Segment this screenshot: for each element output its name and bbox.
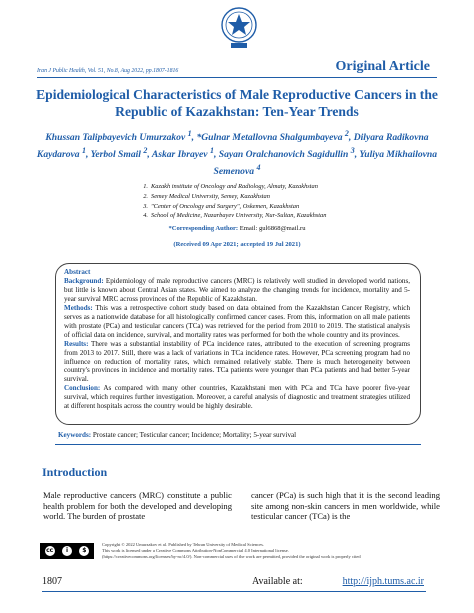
keywords: Keywords: Prostate cancer; Testicular cancer; Incidence; Mortality; 5-year survival xyxy=(58,431,297,439)
abstract-background: Background: Epidemiology of male reproductive cancers (MRC) is relatively well studied in developed world nations, but little is known about Central Asian states. We aimed to analyze the changing trends for incidence, mortality and 5-year survival MRC across provinces of the Republic of Kazakhstan. xyxy=(64,276,410,303)
affiliation-list xyxy=(138,182,458,221)
footer-rule xyxy=(42,591,426,592)
journal-url-link[interactable]: http://ijph.tums.ac.ir xyxy=(342,576,424,587)
paper-title: Epidemiological Characteristics of Male Reproductive Cancers in the Republic of Kazakhstan: Ten-Year Trends xyxy=(36,87,438,119)
corresponding-author: *Corresponding Author: Email: gul6868@mail.ru xyxy=(168,225,306,232)
author-list: Khussan Talipbayevich Umurzakov $^1$, *Gulnar Metallovna Shalgumbayeva $^2$, Dilyara Radikovna Kaydarova $^1$, Yerbol Smail $^2$, Askar Ibrayev $^1$, Sayan Oralchanovich Sagidullin $^3$, Yuliya Mikhailovna Semenova $^4$ xyxy=(36,129,438,177)
received-accepted-dates: (Received 09 Apr 2021; accepted 19 Jul 2021) xyxy=(173,241,301,248)
header-rule xyxy=(37,77,437,78)
author-email: Email: gul6868@mail.ru xyxy=(239,225,306,232)
affiliation: 1. Kazakh institute of Oncology and Radiology, Almaty, Kazakhstan xyxy=(143,183,318,190)
abstract-methods: Methods: This was a retrospective cohort study based on data obtained from the Kazakhstan Cancer Registry, which serves as a nationwide database for all histologically confirmed cancer cases. From this, information on all male patients with prostate (PCa) and testicular cancers (TCa) was retrieved for the period from 2010 to 2019. The statistical analysis of official data on incidence, survival, and mortality rates was performed for both the whole country and its provinces. xyxy=(64,303,410,339)
available-at-label: Available at: xyxy=(252,576,303,587)
author: Khussan Talipbayevich Umurzakov $^1$ xyxy=(45,129,192,144)
author: Askar Ibrayev $^1$ xyxy=(151,145,214,160)
article-type: Original Article xyxy=(335,59,430,74)
affiliation: 3. "Center of Oncology and Surgery", Oskemen, Kazakhstan xyxy=(143,202,300,210)
author: *Gulnar Metallovna Shalgumbayeva $^2$ xyxy=(196,129,349,144)
author: Sayan Oralchanovich Sagidullin $^3$ xyxy=(218,145,355,160)
affiliation: 2. Semey Medical University, Semey, Kazakhstan xyxy=(143,192,270,200)
author: Dilyara Radikovna Kaydarova $^1$ xyxy=(36,132,429,160)
abstract-heading: Abstract xyxy=(64,268,91,276)
abstract-results: Results: There was a substantial instability of PCa incidence rates, attributed to the execution of screening programs from 2013 to 2017. Still, there was a lack of variations in TCa incidence rates. However, PCa screening program had no influence on reduction of mortality rates, which remained relatively stable. There is much heterogeneity between country's provinces in incidence and mortality rates. TCa patients were younger than PCa patients and had better 5-year survival. xyxy=(64,339,410,384)
university-emblem-icon xyxy=(219,5,259,51)
body-column-left: Male reproductive cancers (MRC) constitute a public health problem for both the developed and developing world. The burden of prostate xyxy=(43,490,232,522)
affiliation: 4. School of Medicine, Nazarbayev University, Nur-Sultan, Kazakhstan xyxy=(143,212,327,220)
license-text: Copyright © 2022 Umurzakov et al. Published by Tehran University of Medical Sciences. This work is licensed under a Creative Commons Attribution-NonCommercial 4.0 International license. (https://creativecommons.org/licenses/by-nc/4.0/). Non-commercial uses of the work are permitted, provided the original work is properly cited xyxy=(102,542,361,559)
author: Yuliya Mikhailovna Semenova $^4$ xyxy=(213,148,438,177)
author: Yerbol Smail $^2$ xyxy=(90,145,148,160)
abstract-box xyxy=(55,263,421,425)
journal-reference: Iran J Public Health, Vol. 51, No.8, Aug 2022, pp.1807-1816 xyxy=(37,68,179,74)
body-column-right: cancer (PCa) is such high that it is the second leading site among non-skin cancers in men worldwide, while testicular cancer (TCa) is the xyxy=(251,490,440,522)
section-heading-introduction: Introduction xyxy=(42,465,108,479)
page-number: 1807 xyxy=(42,576,62,587)
creative-commons-icon: cc i $ xyxy=(40,543,94,559)
abstract-conclusion: Conclusion: As compared with many other countries, Kazakhstani men with PCa and TCa have poorer five-year survival, which requires further investigation. Moreover, a careful analysis of diagnostic and treatment strategies utilized at different hospitals across the country would be highly desirable. xyxy=(64,384,410,411)
keywords-rule xyxy=(55,444,421,445)
